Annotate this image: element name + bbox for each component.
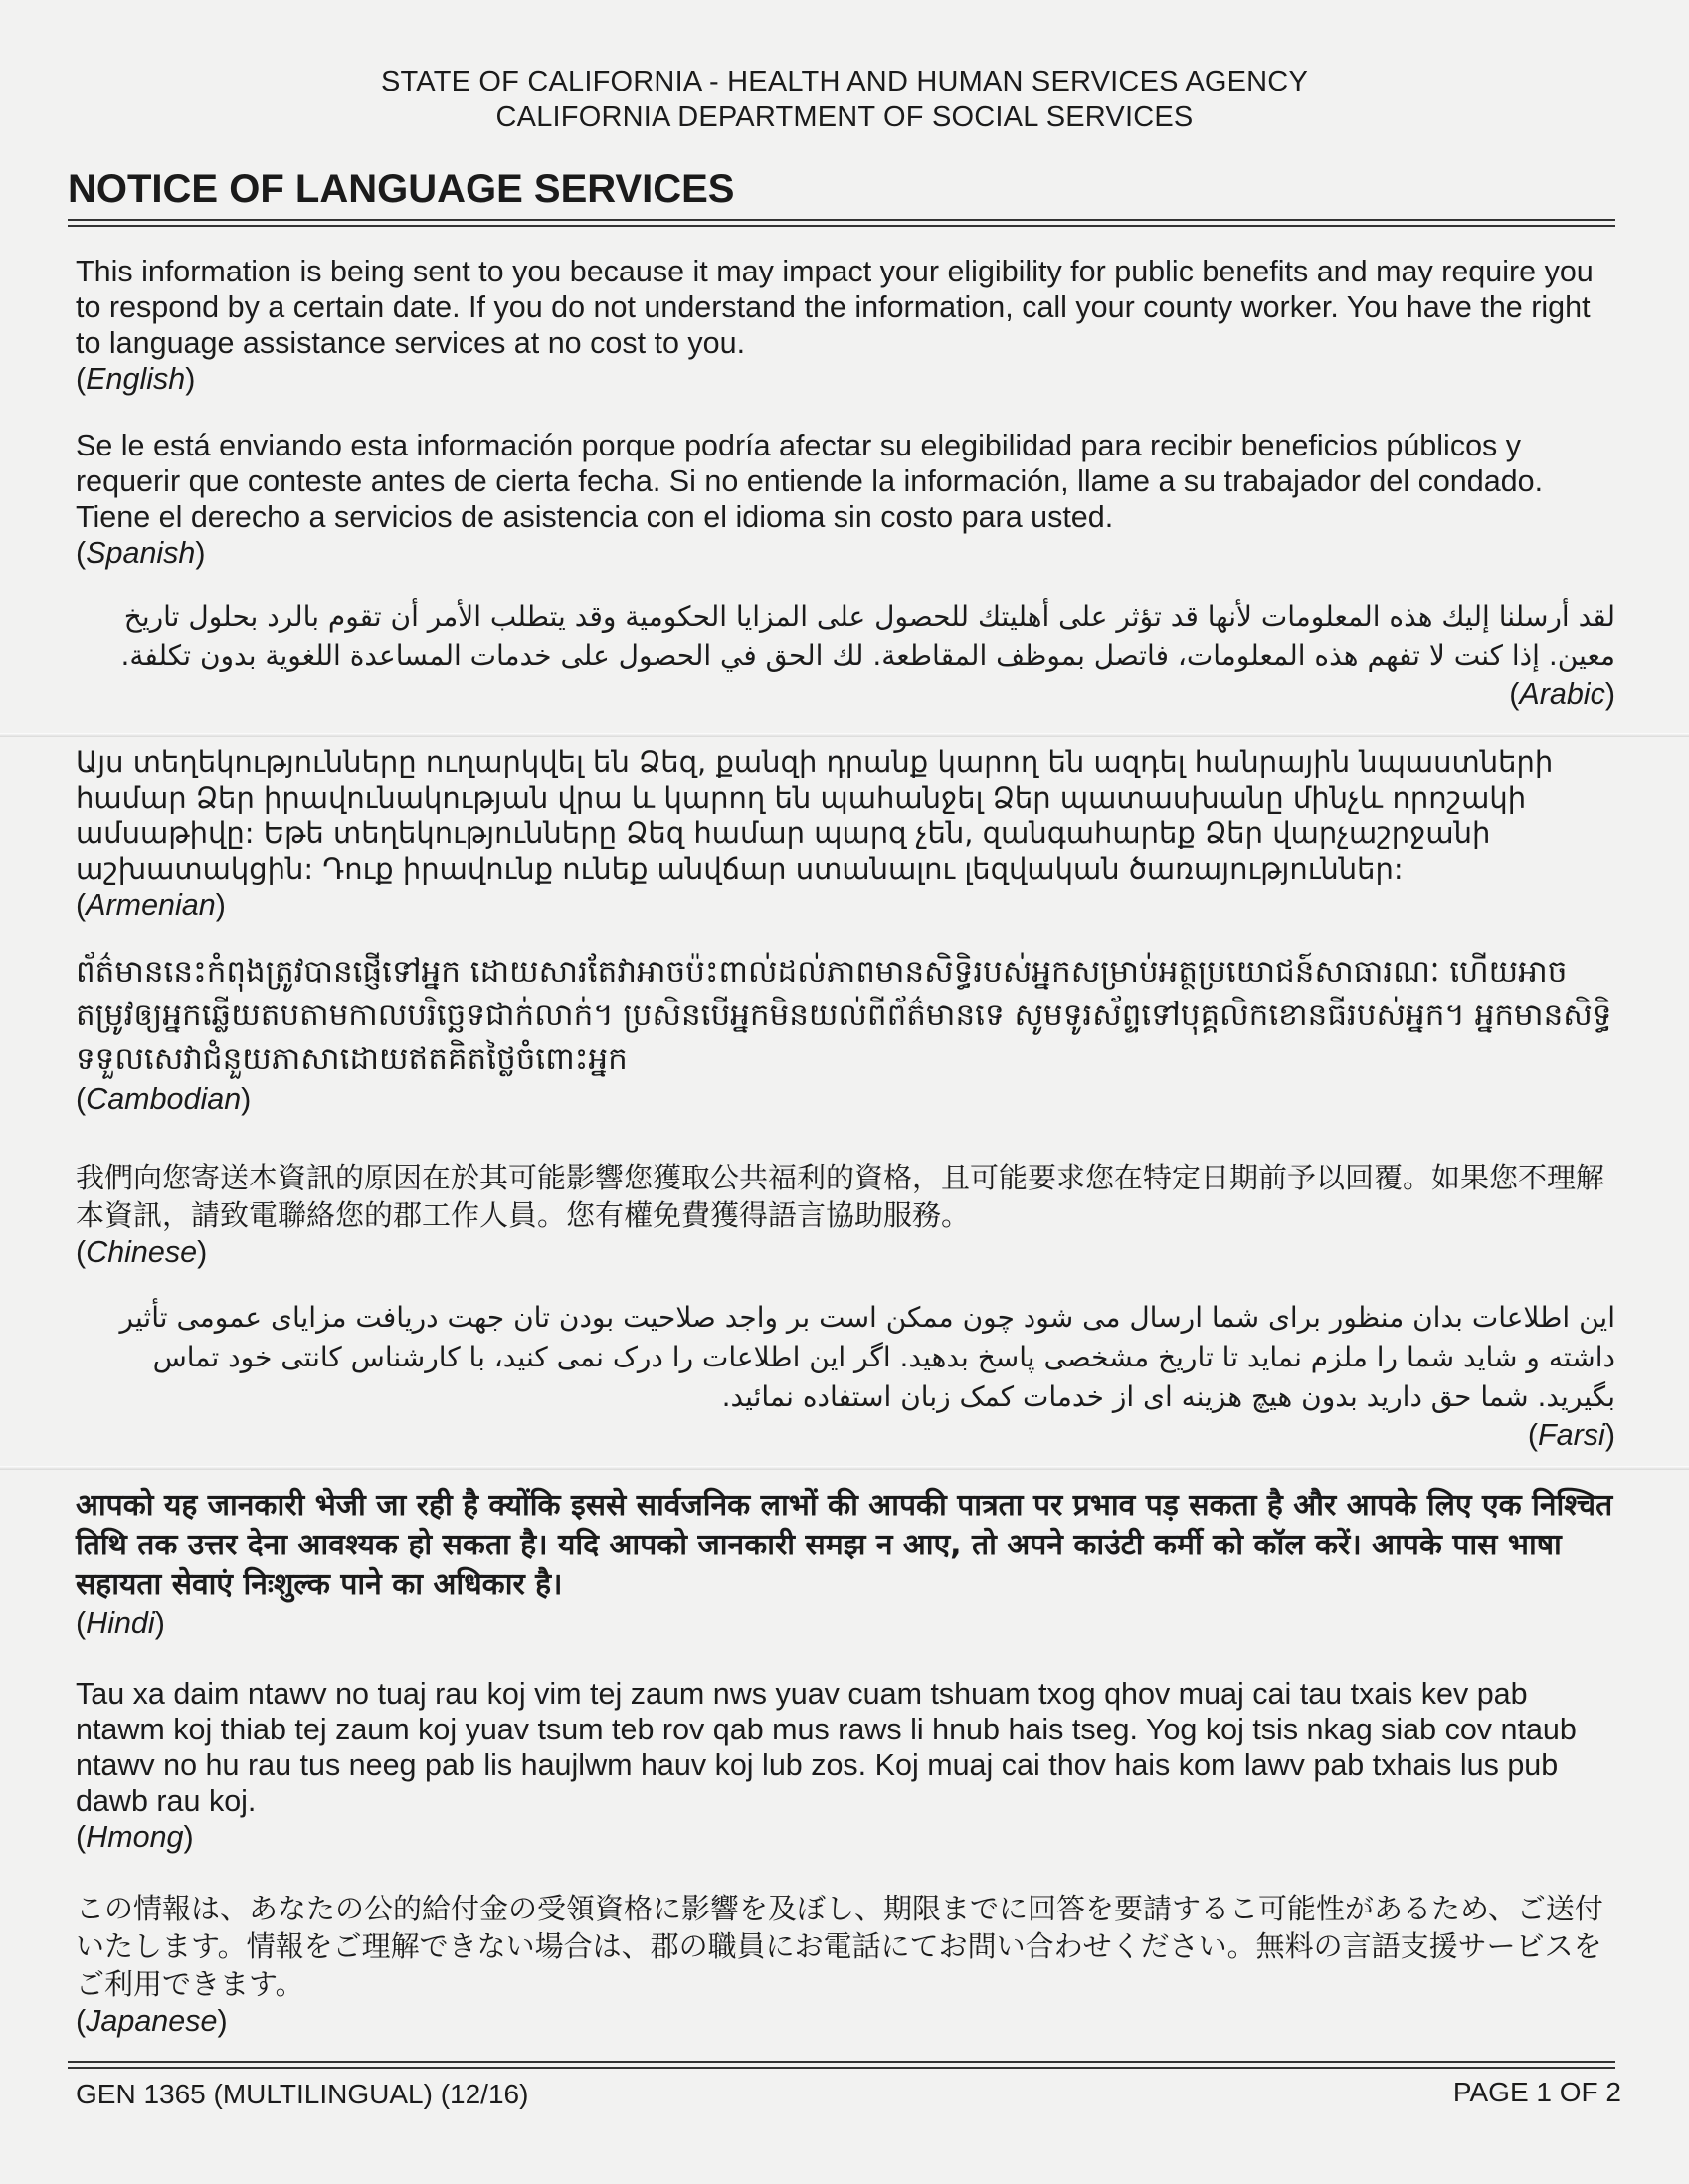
paper-fold-line — [0, 733, 1689, 737]
notice-farsi — [76, 1298, 1615, 1453]
language-label: (Hindi) — [76, 1606, 165, 1640]
form-id: GEN 1365 (MULTILINGUAL) (12/16) — [76, 2079, 529, 2109]
page-number: PAGE 1 OF 2 — [1452, 2077, 1621, 2107]
notice-arabic — [76, 597, 1615, 712]
language-label: (Cambodian) — [76, 1082, 252, 1116]
language-label: (Arabic) — [1509, 677, 1615, 711]
notice-hindi — [76, 1486, 1615, 1641]
notice-chinese — [76, 1159, 1615, 1270]
paper-fold-line — [0, 1466, 1689, 1470]
page-title: NOTICE OF LANGUAGE SERVICES — [68, 167, 735, 211]
notice-english — [76, 254, 1615, 397]
notice-text: Se le está enviando esta información porque podría afectar su elegibilidad para recibir beneficios públicos y requerir que conteste antes de cierta fecha. Si no entiende la información, llame a su trabajador del condado. Tiene el derecho a servicios de asistencia con el idioma sin costo para usted. — [76, 429, 1544, 534]
title-divider — [68, 219, 1615, 227]
notice-text: आपको यह जानकारी भेजी जा रही है क्योंकि इससे सार्वजनिक लाभों की आपकी पात्रता पर प्रभाव पड़ सकता है और आपके लिए एक निश्चित तिथि तक उत्तर देना आवश्यक हो सकता है। यदि आपको जानकारी समझ न आए, तो अपने काउंटी कर्मी को कॉल करें। आपके पास भाषा सहायता सेवाएं निःशुल्क पाने का अधिकार है। — [76, 1488, 1613, 1602]
language-label: (Hmong) — [76, 1820, 194, 1854]
language-label: (Japanese) — [76, 2004, 228, 2038]
agency-header — [0, 64, 1689, 135]
language-label: (Armenian) — [76, 888, 226, 922]
notice-japanese — [76, 1890, 1615, 2039]
notice-armenian — [76, 744, 1615, 923]
notice-text: ព័ត៌មាននេះកំពុងត្រូវបានផ្ញើទៅអ្នក ដោយសារតែវាអាចប៉ះពាល់ដល់ភាពមានសិទ្ធិរបស់អ្នកសម្រាប់អត្ថប្រយោជន៍សាធារណៈ ហើយអាចតម្រូវឲ្យអ្នកឆ្លើយតបតាមកាលបរិច្ឆេទជាក់លាក់។ ប្រសិនបើអ្នកមិនយល់ពីព័ត៌មានទេ សូមទូរស័ព្ទទៅបុគ្គលិកខោនធីរបស់អ្នក។ អ្នកមានសិទ្ធិទទួលសេវាជំនួយភាសាដោយឥតគិតថ្លៃចំពោះអ្នក — [76, 954, 1612, 1077]
notice-text: 我們向您寄送本資訊的原因在於其可能影響您獲取公共福利的資格，且可能要求您在特定日期前予以回覆。如果您不理解本資訊，請致電聯絡您的郡工作人員。您有權免費獲得語言協助服務。 — [76, 1161, 1605, 1232]
notice-spanish — [76, 428, 1615, 571]
notice-text: この情報は、あなたの公的給付金の受領資格に影響を及ぼし、期限までに回答を要請するこ可能性があるため、ご送付いたします。情報をご理解できない場合は、郡の職員にお電話にてお問い合わせください。無料の言語支援サービスをご利用できます。 — [76, 1892, 1603, 2001]
language-label: (English) — [76, 362, 196, 396]
notice-text: Tau xa daim ntawv no tuaj rau koj vim tej zaum nws yuav cuam tshuam txog qhov muaj cai tau txais kev pab ntawm koj thiab tej zaum koj yuav tsum teb rov qab mus raws li hnub hais tseg. Yog koj tsis nkag siab cov ntaub ntawv no hu rau tus neeg pab lis haujlwm hauv koj lub zos. Koj muaj cai thov hais kom lawv pab txhais lus pub dawb rau koj. — [76, 1677, 1577, 1818]
footer-divider — [68, 2061, 1615, 2069]
language-label: (Chinese) — [76, 1235, 208, 1269]
notice-text: This information is being sent to you because it may impact your eligibility for public benefits and may require you to respond by a certain date. If you do not understand the information, call your county worker. You have the right to language assistance services at no cost to you. — [76, 255, 1594, 360]
agency-line-2: CALIFORNIA DEPARTMENT OF SOCIAL SERVICES — [495, 101, 1194, 133]
agency-line-1: STATE OF CALIFORNIA - HEALTH AND HUMAN SERVICES AGENCY — [381, 66, 1308, 97]
notice-text: Այս տեղեկությունները ուղարկվել են Ձեզ, քանզի դրանք կարող են ազդել հանրային նպաստների համար Ձեր իրավունակության վրա և կարող են պահանջել Ձեր պատասխանը մինչև որոշակի ամսաթիվը: Եթե տեղեկությունները Ձեզ համար պարզ չեն, զանգահարեք Ձեր վարչաշրջանի աշխատակցին: Դուք իրավունք ունեք անվճար ստանալու լեզվական ծառայություններ: — [76, 745, 1554, 886]
notice-text: این اطلاعات بدان منظور برای شما ارسال می شود چون ممکن است بر واجد صلاحیت بودن تان جهت دریافت مزایای عمومی تأثیر داشته و شاید شما را ملزم نماید تا تاریخ مشخصی پاسخ بدهید. اگر این اطلاعات را درک نمی کنید، با کارشناس کانتی خود تماس بگیرید. شما حق دارید بدون هیچ هزینه ای از خدمات کمک زبان استفاده نمائید. — [119, 1301, 1615, 1413]
language-label: (Spanish) — [76, 536, 206, 570]
notice-text: لقد أرسلنا إليك هذه المعلومات لأنها قد تؤثر على أهليتك للحصول على المزايا الحكومية وقد يتطلب الأمر أن تقوم بالرد بحلول تاريخ معين. إذا كنت لا تفهم هذه المعلومات، فاتصل بموظف المقاطعة. لك الحق في الحصول على خدمات المساعدة اللغوية بدون تكلفة. — [120, 600, 1615, 672]
language-label: (Farsi) — [1527, 1418, 1615, 1452]
notice-cambodian — [76, 950, 1615, 1117]
notice-hmong — [76, 1676, 1615, 1855]
